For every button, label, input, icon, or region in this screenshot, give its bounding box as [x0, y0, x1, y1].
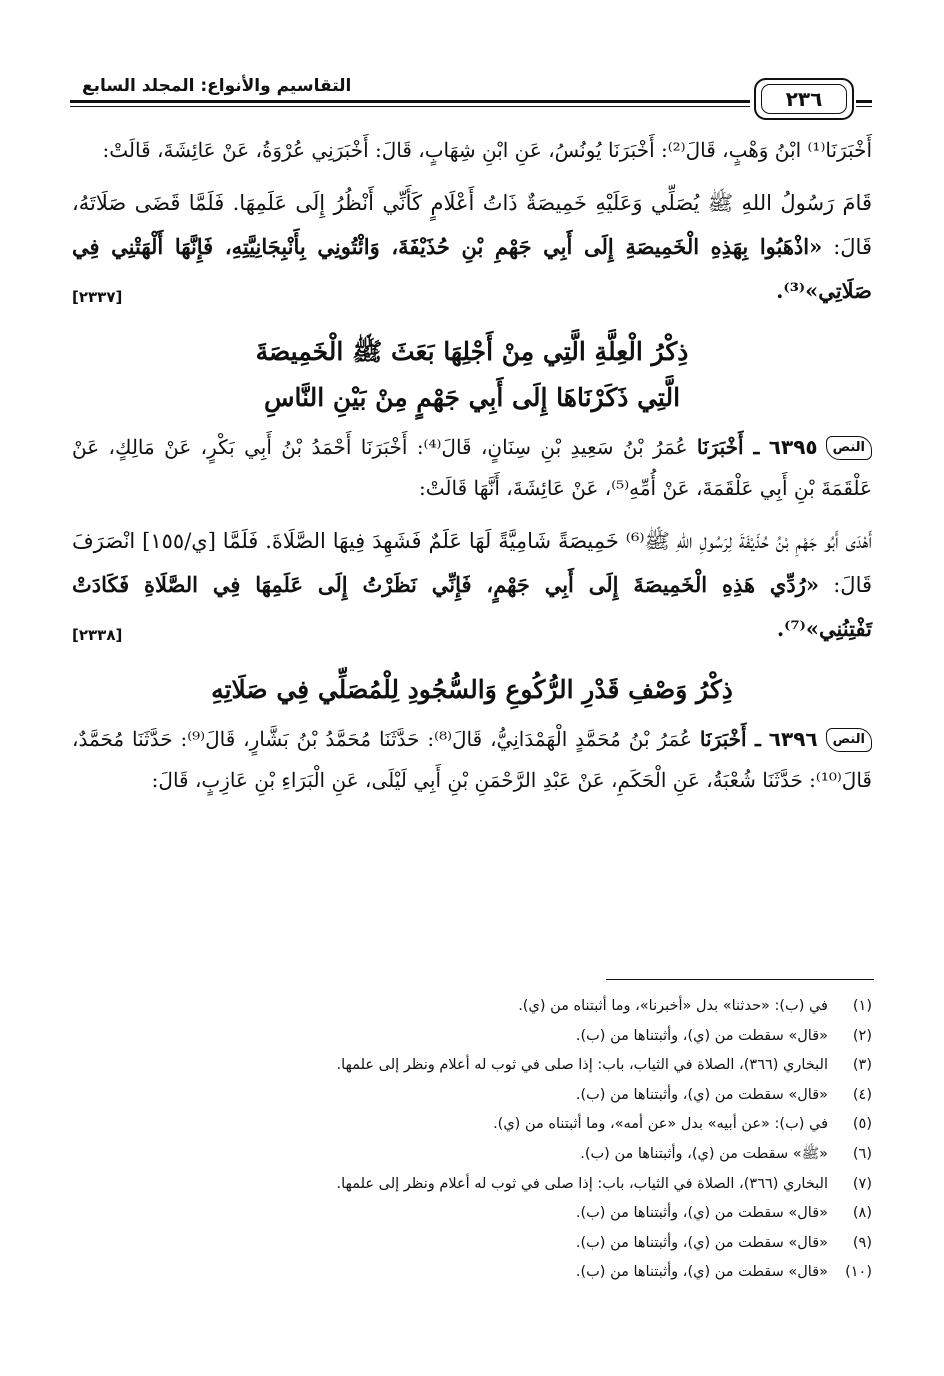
paragraph-matn-2 — [72, 519, 872, 651]
text-badge: النص — [826, 436, 872, 460]
running-title: التقاسيم والأنواع: المجلد السابع — [78, 76, 359, 96]
matn-text: أَهْدَى أَبُو جَهْمِ بْنُ حُذَيْفَةَ لِرَسُولِ اللهِ ﷺ⁽⁶⁾ خَمِيصَةً شَامِيَّةً لَهَا عَلَمٌ فَشَهِدَ فِيهَا الصَّلَاةَ. فَلَمَّا [ي/١٥٥] انْصَرَفَ قَالَ: — [72, 529, 873, 597]
footnote-text: «قال» سقطت من (ي)، وأثبتناها من (ب). — [575, 1205, 828, 1222]
footnote-item — [72, 1051, 872, 1081]
matn-text: قَامَ رَسُولُ اللهِ ﷺ يُصَلِّي وَعَلَيْهِ خَمِيصَةٌ ذَاتُ أَعْلَامٍ كَأَنِّي أَنْظُرُ إِلَى عَلَمِهَا. فَلَمَّا قَضَى صَلَاتَهُ، قَالَ: — [72, 191, 872, 259]
hadith-reference-tag: [٢٣٣٧] — [72, 288, 123, 306]
footnote-item — [72, 1229, 872, 1259]
footnote-text: «ﷺ» سقطت من (ي)، وأثبتناها من (ب). — [580, 1145, 828, 1162]
chapter-heading-2: ذِكْرُ وَصْفِ قَدْرِ الرُّكُوعِ وَالسُّجُودِ لِلْمُصَلِّي فِي صَلَاتِهِ — [211, 675, 733, 704]
footnote-separator — [606, 979, 874, 980]
footnote-item — [72, 1170, 872, 1200]
footnote-number: (١) — [852, 998, 872, 1014]
footnote-text: البخاري (٣٦٦)، الصلاة في الثياب، باب: إذا صلى في ثوب له أعلام ونظر إلى علمها. — [336, 1175, 828, 1192]
footnote-number: (٣) — [852, 1057, 872, 1074]
paragraph-matn-1 — [72, 181, 872, 313]
text-badge: النص — [826, 728, 872, 752]
chapter-heading-1 — [72, 329, 872, 421]
header-rule — [70, 100, 750, 107]
footnote-number: (١٠) — [845, 1264, 872, 1281]
footnote-item — [72, 992, 872, 1022]
chapter-heading-line: ذِكْرُ الْعِلَّةِ الَّتِي مِنْ أَجْلِهَا بَعَثَ ﷺ الْخَمِيصَةَ — [255, 337, 689, 366]
hadith-6395 — [72, 427, 872, 509]
footnote-text: «قال» سقطت من (ي)، وأثبتناها من (ب). — [575, 1264, 828, 1281]
chapter-heading-line: الَّتِي ذَكَرْنَاهَا إِلَى أَبِي جَهْمٍ مِنْ بَيْنِ النَّاسِ — [263, 383, 681, 412]
hadith-lead: ـ أَخْبَرَنَا — [699, 727, 761, 751]
page-number: ٢٣٦ — [754, 78, 854, 120]
footnote-item — [72, 1140, 872, 1170]
footnote-text: «قال» سقطت من (ي)، وأثبتناها من (ب). — [575, 1027, 828, 1044]
footnote-number: (٦) — [852, 1145, 872, 1162]
footnote-text: «قال» سقطت من (ي)، وأثبتناها من (ب). — [575, 1086, 828, 1103]
isnad-text: عُمَرُ بْنُ سَعِيدِ بْنِ سِنَانٍ، قَالَ⁽⁴⁾: أَخْبَرَنَا أَحْمَدُ بْنُ أَبِي بَكْرٍ، عَنْ مَالِكٍ، عَنْ عَلْقَمَةَ بْنِ أَبِي عَلْقَمَةَ، عَنْ أُمِّهِ⁽⁵⁾، عَنْ عَائِشَةَ، أَنَّهَا قَالَتْ: — [72, 435, 872, 500]
footnotes — [72, 992, 872, 1288]
matn-quote: «رُدِّي هَذِهِ الْخَمِيصَةَ إِلَى أَبِي جَهْمٍ، فَإِنِّي نَظَرْتُ إِلَى عَلَمِهَا فِي الصَّلَاةِ فَكَادَتْ تَفْتِنُنِي»⁽⁷⁾. — [72, 572, 872, 641]
footnote-number: (٧) — [852, 1175, 872, 1192]
footnote-number: (٩) — [852, 1234, 872, 1251]
footnote-number: (٨) — [852, 1205, 872, 1222]
footnote-item — [72, 1110, 872, 1140]
matn-quote: «اذْهَبُوا بِهَذِهِ الْخَمِيصَةِ إِلَى أَبِي جَهْمِ بْنِ حُذَيْفَةَ، وَائْتُونِي بِأَنْبِجَانِيَّتِهِ، فَإِنَّهَا أَلْهَتْنِي فِي صَلَاتِي»⁽³⁾. — [72, 234, 872, 303]
isnad-text: عُمَرُ بْنُ مُحَمَّدٍ الْهَمْدَانِيُّ، قَالَ⁽⁸⁾: حَدَّثَنَا مُحَمَّدُ بْنُ بَشَّارٍ، قَالَ⁽⁹⁾: حَدَّثَنَا مُحَمَّدٌ، قَالَ⁽¹⁰⁾: حَدَّثَنَا شُعْبَةُ، عَنِ الْحَكَمِ، عَنْ عَبْدِ الرَّحْمَنِ بْنِ أَبِي لَيْلَى، عَنِ الْبَرَاءِ بْنِ عَازِبٍ، قَالَ: — [72, 727, 872, 792]
paragraph-isnad-1: أَخْبَرَنَا⁽¹⁾ ابْنُ وَهْبٍ، قَالَ⁽²⁾: أَخْبَرَنَا يُونُسُ، عَنِ ابْنِ شِهَابٍ، قَالَ: أَخْبَرَنِي عُرْوَةُ، عَنْ عَائِشَةَ، قَالَتْ: — [102, 138, 872, 162]
hadith-6396 — [72, 719, 872, 801]
hadith-reference-tag: [٢٣٣٨] — [72, 626, 123, 644]
header-rule-right — [856, 100, 872, 107]
footnote-item — [72, 1022, 872, 1052]
footnote-number: (٢) — [852, 1027, 872, 1044]
footnote-text: البخاري (٣٦٦)، الصلاة في الثياب، باب: إذا صلى في ثوب له أعلام ونظر إلى علمها. — [336, 1057, 828, 1074]
hadith-number: ٦٣٩٦ — [768, 727, 818, 751]
footnote-item — [72, 1258, 872, 1288]
hadith-lead: ـ أَخْبَرَنَا — [696, 435, 760, 459]
footnote-text: «قال» سقطت من (ي)، وأثبتناها من (ب). — [575, 1234, 828, 1251]
footnote-text: في (ب): «حدثنا» بدل «أخبرنا»، وما أثبتناه من (ي). — [518, 998, 828, 1014]
page-header — [70, 78, 872, 118]
footnote-text: في (ب): «عن أبيه» بدل «عن أمه»، وما أثبتناه من (ي). — [493, 1116, 828, 1133]
footnote-number: (٥) — [852, 1116, 872, 1133]
main-text — [72, 130, 872, 811]
footnote-item — [72, 1199, 872, 1229]
hadith-number: ٦٣٩٥ — [768, 435, 818, 459]
footnote-number: (٤) — [852, 1086, 872, 1103]
footnote-item — [72, 1081, 872, 1111]
